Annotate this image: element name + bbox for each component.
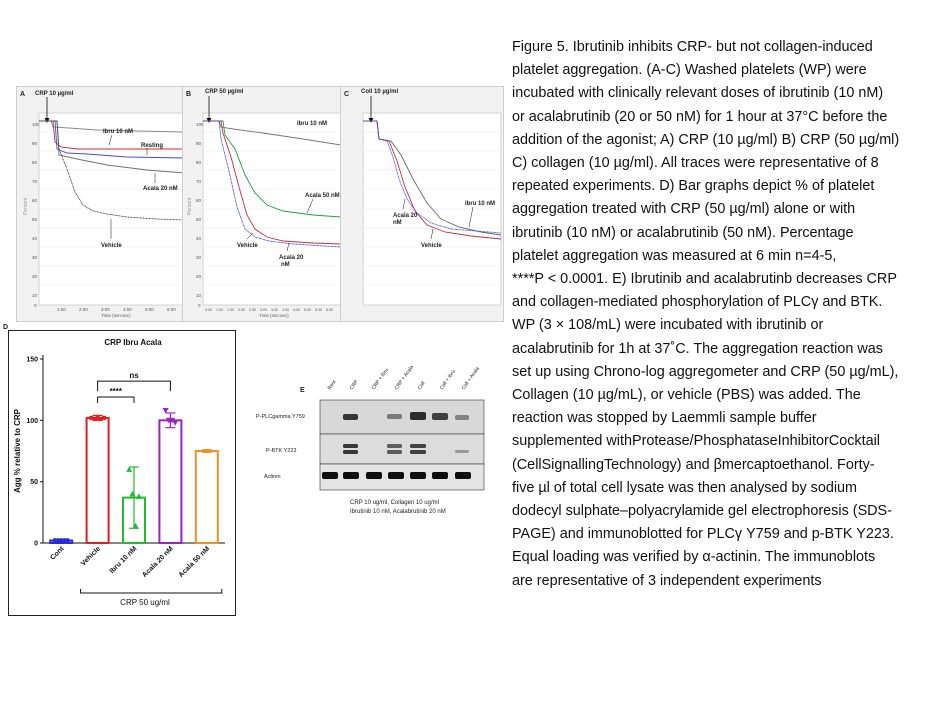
y-tick: 90 (196, 141, 202, 146)
band (387, 414, 402, 419)
band (455, 450, 469, 453)
caption-line: supplemented withProtease/PhosphataseInhibitorCocktail (512, 433, 880, 450)
x-tick: 3:30 (271, 308, 278, 312)
panel-c-acala-label-2: nM (393, 220, 402, 226)
blot-svg (250, 364, 494, 528)
caption-line: set up using Chrono-log aggregometer and CRP (50 µg/mL), (512, 363, 899, 380)
y-tick: 10 (196, 293, 202, 298)
x-tick: 3:00 (101, 307, 110, 312)
caption-line: PAGE) and immunoblotted for PLCγ Y759 and p-BTK Y223. (512, 526, 894, 543)
row-label-plcgamma: P-PLCgamma Y759 (256, 414, 305, 420)
y-tick-label: 150 (26, 356, 38, 364)
caption-line: ibrutinib (10 nM) or acalabrutinib (50 nM). Percentage (512, 224, 854, 241)
group-bracket (81, 589, 222, 593)
panel-a-vehicle-label: Vehicle (101, 243, 122, 249)
band (343, 472, 359, 479)
panel-a-acala-label: Acala 20 nM (143, 186, 178, 192)
chart-title: CRP Ibru Acala (104, 338, 162, 347)
lane-label: Rest (326, 379, 338, 392)
band (366, 472, 382, 479)
band (410, 444, 426, 448)
x-tick: 5:00 (145, 307, 154, 312)
bar-vehicle (87, 418, 109, 543)
lane-label: Coll + Acala (460, 365, 481, 392)
data-point (136, 493, 142, 499)
caption-line: and collagen-mediated phosphorylation of PLCγ and BTK. (512, 294, 883, 311)
x-tick: 2:30 (249, 308, 256, 312)
significance-label: ns (129, 371, 139, 381)
caption-line: repeated experiments. D) Bar graphs depict % of platelet (512, 178, 875, 195)
band (343, 414, 358, 420)
row-label-btk: P-BTK Y223 (266, 448, 297, 454)
y-tick: 40 (32, 236, 38, 241)
significance-label: **** (109, 387, 123, 397)
lane-label: CRP (348, 379, 360, 392)
panel-a-letter: A (20, 91, 26, 98)
caption-line: or acalabrutinib (20 or 50 nM) for 1 hour at 37°C before the (512, 108, 888, 125)
panel-b-acala20-label-2: nM (281, 262, 290, 268)
x-tick: 5:30 (315, 308, 322, 312)
y-tick: 100 (196, 122, 204, 127)
y-tick: 10 (32, 293, 38, 298)
caption-line: five µl of total cell lysate was then analysed by sodium (512, 479, 858, 496)
x-tick: 2:00 (238, 308, 245, 312)
category-label: Cont (49, 545, 66, 562)
panel-a-arrow-icon (45, 97, 50, 123)
x-tick: 5:00 (304, 308, 311, 312)
x-tick: 4:30 (293, 308, 300, 312)
x-tick: 6:00 (326, 308, 333, 312)
panel-c-letter: C (344, 91, 350, 98)
caption-line: C) collagen (10 µg/ml). All traces were representative of 8 (512, 155, 879, 172)
caption-line: platelet aggregation was measured at 6 min n=4-5, (512, 247, 837, 264)
panel-a-trace-plot (17, 87, 187, 321)
band (343, 450, 358, 454)
panel-b-y-label: Percent (187, 197, 193, 215)
caption-line: acalabrutinib for 1h at 37˚C. The aggregation reaction was (512, 340, 883, 357)
blot-row-labels (256, 414, 305, 480)
caption-line: reaction was stopped by Laemmli sample buffer (512, 410, 817, 427)
caption-line: are representative of 3 independent experiments (512, 572, 822, 589)
band (387, 450, 402, 454)
panel-b-letter: B (186, 91, 192, 98)
caption-line: ****P < 0.0001. E) Ibrutinib and acalabrutinb decreases CRP (512, 271, 897, 288)
panel-d-bar-chart (3, 324, 236, 616)
bar-acala-20-nm (159, 420, 181, 543)
y-tick-label: 50 (30, 479, 38, 487)
chart-category-labels (49, 545, 211, 579)
row-label-actinin: Actinin (264, 474, 281, 480)
data-point (65, 538, 70, 543)
panel-c-arrow-icon (369, 96, 374, 123)
y-tick: 80 (32, 160, 38, 165)
y-tick: 60 (196, 198, 202, 203)
band (432, 472, 448, 479)
band (455, 415, 469, 420)
y-tick: 20 (32, 274, 38, 279)
band (410, 412, 426, 420)
data-point (205, 449, 209, 453)
y-tick: 30 (196, 255, 202, 260)
caption-line: platelet aggregation. (A-C) Washed platelets (WP) were (512, 62, 867, 79)
panel-c-vehicle-label: Vehicle (421, 243, 442, 249)
panel-b-acala20-label-1: Acala 20 (279, 255, 304, 261)
y-tick: 40 (196, 236, 202, 241)
panel-c-trace-plot (341, 87, 503, 321)
panel-a (16, 86, 188, 322)
bar-chart-svg (3, 324, 235, 615)
lane-label: CRP + Ibru (370, 367, 390, 392)
caption-line: (CellSignallingTechnology) and βmercaptoethanol. Forty- (512, 456, 875, 473)
y-tick: 70 (196, 179, 202, 184)
x-tick: 4:00 (282, 308, 289, 312)
y-tick: 60 (32, 198, 38, 203)
y-tick: 70 (32, 179, 38, 184)
panel-c-acala-label-1: Acala 20 (393, 213, 418, 219)
blot-footnote-line-2: Ibrutinib 10 nM, Acalabrutinib 20 nM (350, 509, 446, 515)
y-tick: 50 (196, 217, 202, 222)
panel-e-letter: E (300, 387, 305, 394)
panel-b-acala50-label: Acala 50 nM (305, 193, 340, 199)
category-label: Acala 50 nM (177, 545, 212, 580)
chart-significance (98, 371, 171, 403)
y-tick: 0 (34, 303, 37, 308)
caption-line: addition of the agonist; A) CRP (10 µg/ml) B) CRP (50 µg/ml) (512, 131, 900, 148)
x-tick: 1:00 (216, 308, 223, 312)
panel-b-vehicle-label: Vehicle (237, 243, 258, 249)
lane-label: Coll (416, 380, 427, 392)
band (388, 472, 404, 479)
caption-line: Collagen (10 µg/mL), or vehicle (PBS) was added. The (512, 387, 861, 404)
band (455, 472, 471, 479)
caption-line: incubated with clinically relevant doses of ibrutinib (10 nM) (512, 85, 884, 102)
category-label: Ibru 10 nM (108, 545, 139, 576)
band (322, 472, 338, 479)
panel-d-letter: D (3, 324, 9, 331)
category-label: Acala 20 nM (141, 545, 175, 580)
significance-bracket (98, 381, 171, 391)
blot-lane-labels (327, 364, 481, 391)
data-point (102, 416, 106, 420)
caption-line: Figure 5. Ibrutinib inhibits CRP- but not collagen-induced (512, 39, 873, 55)
panel-a-y-label: Percent (23, 197, 29, 215)
y-tick: 100 (32, 122, 40, 127)
y-tick: 20 (196, 274, 202, 279)
panel-e-western-blot (250, 364, 494, 528)
band (387, 444, 402, 448)
x-tick: 4:00 (123, 307, 132, 312)
band (410, 472, 426, 479)
panel-a-agonist-label: CRP 10 µg/ml (35, 91, 74, 97)
band (343, 444, 358, 448)
caption-line: Equal loading was verified by α-actinin. The immunoblots (512, 549, 876, 566)
panel-c-ibru-label: Ibru 10 nM (465, 201, 496, 207)
panel-a-x-title: Time (min:sec) (101, 313, 131, 318)
x-tick: 1:30 (227, 308, 234, 312)
x-tick: 3:00 (260, 308, 267, 312)
bar-acala-50-nm (196, 451, 218, 543)
lane-label: CRP + Acala (393, 364, 415, 392)
x-tick: 0:30 (205, 308, 212, 312)
blot-footnote-line-1: CRP 10 ug/ml, Collagen 10 ug/ml (350, 500, 439, 506)
lane-label: Coll + Ibru (438, 368, 457, 392)
panel-a-resting-label: Resting (141, 143, 164, 149)
y-tick: 30 (32, 255, 38, 260)
y-tick: 50 (32, 217, 38, 222)
x-tick: 1:00 (57, 307, 66, 312)
panel-b-arrow-icon (207, 96, 212, 123)
y-tick: 90 (32, 141, 38, 146)
panel-b-x-title: Time (min:sec) (259, 313, 289, 318)
panel-a-x-ticks (57, 307, 176, 312)
panel-a-ibru-label: Ibru 10 nM (103, 129, 134, 135)
significance-bracket (98, 397, 134, 403)
panel-c-agonist-label: Coll 10 µg/ml (361, 89, 399, 95)
y-tick: 0 (198, 303, 201, 308)
y-tick-label: 0 (34, 540, 38, 548)
figure-caption (512, 36, 942, 593)
blot-strip-btk (320, 434, 484, 464)
caption-line: aggregation treated with CRP (50 µg/ml) alone or with (512, 201, 856, 218)
category-label: Vehicle (79, 545, 103, 568)
panel-b (182, 86, 344, 322)
caption-line: WP (3 × 108/mL) were incubated with ibrutinib or (512, 317, 824, 334)
x-tick: 6:00 (167, 307, 176, 312)
y-tick: 80 (196, 160, 202, 165)
panel-c (340, 86, 504, 322)
blot-footnote (350, 500, 446, 515)
x-tick: 2:00 (79, 307, 88, 312)
chart-group-label: CRP 50 ug/ml (120, 598, 170, 607)
chart-y-axis-label: Agg % relative to CRP (13, 408, 22, 494)
panel-b-trace-plot (183, 87, 343, 321)
panel-b-agonist-label: CRP 50 µg/ml (205, 89, 244, 95)
y-tick-label: 100 (26, 417, 38, 425)
panel-b-ibru-label: Ibru 10 nM (297, 121, 328, 127)
band (432, 413, 448, 420)
panel-b-x-ticks (205, 308, 333, 312)
band (410, 450, 426, 454)
chart-bars (50, 408, 218, 543)
data-point (172, 420, 178, 426)
caption-line: dodecyl sulphate–polyacrylamide gel electrophoresis (SDS- (512, 503, 892, 520)
